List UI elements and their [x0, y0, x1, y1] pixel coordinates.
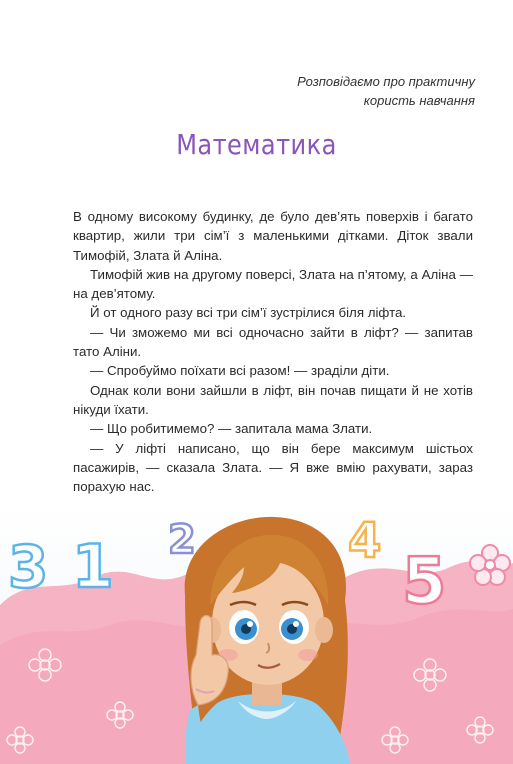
- number-4: 4: [348, 513, 382, 569]
- story-paragraph: В одному високому будинку, де було дев’ять поверхів і багато квартир, жили три сім’ї з маленькими дітками. Діток звали Тимофій, Злата й Аліна.: [73, 209, 473, 263]
- story-paragraph: — Спробуймо поїхати всі разом! — зраділи діти.: [90, 363, 390, 379]
- girl-character: [185, 517, 350, 764]
- girl-cheek: [298, 649, 318, 661]
- girl-ear: [315, 617, 333, 643]
- chapter-title: Математика: [176, 128, 337, 161]
- subtitle-line-1: Розповідаємо про практичну: [297, 74, 475, 89]
- story-paragraph: Тимофій жив на другому поверсі, Злата на п’ятому, а Аліна — на дев’ятому.: [73, 266, 473, 302]
- story-paragraph: Однак коли вони зайшли в ліфт, він почав пищати й не хотів нікуди їхати.: [73, 382, 473, 417]
- story-text: [73, 207, 473, 496]
- number-3: 3: [8, 533, 49, 601]
- number-5: 5: [402, 545, 447, 619]
- subtitle-line-2: користь навчання: [363, 93, 475, 108]
- story-paragraph: — Чи зможемо ми всі одночасно зайти в ліфт? — запитав тато Аліни.: [73, 324, 473, 360]
- story-paragraph: — Що робитимемо? — запитала мама Злати.: [90, 421, 373, 437]
- number-2: 2: [168, 517, 196, 563]
- story-paragraph: — У ліфті написано, що він бере максимум шістьох пасажирів, — сказала Злата. — Я вже вмію рахувати, зараз порахую нас.: [73, 440, 473, 495]
- story-paragraph: Й от одного разу всі три сім’ї зустрілися біля ліфта.: [90, 305, 407, 321]
- number-1: 1: [72, 532, 114, 602]
- chapter-subtitle: [215, 72, 475, 110]
- girl-illustration: [0, 505, 513, 764]
